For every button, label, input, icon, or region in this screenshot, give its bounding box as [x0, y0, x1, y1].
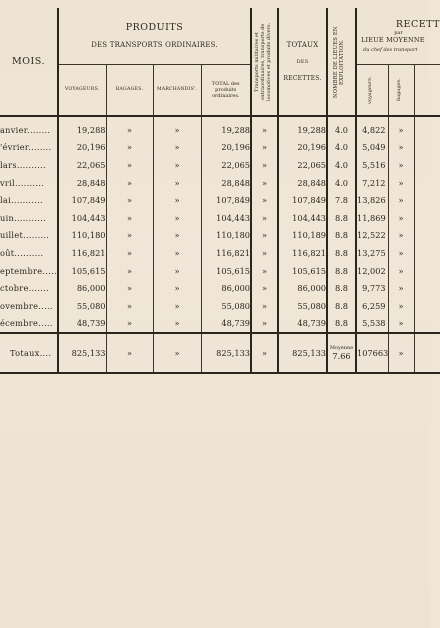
row-mois: écembre.....	[0, 318, 53, 329]
row-voyageurs: 20,196	[58, 139, 106, 157]
row-total: 104,443	[201, 209, 251, 227]
header-marchandises	[153, 64, 201, 116]
row-extra	[414, 297, 440, 315]
row-divers: »	[251, 297, 278, 315]
header-nombre-lieues	[327, 8, 356, 116]
row-extra	[414, 244, 440, 262]
header-totaux-line1: TOTAUX	[286, 41, 319, 49]
row-rec-bag: »	[388, 297, 414, 315]
row-bagages: »	[106, 116, 153, 139]
row-bagages: »	[106, 139, 153, 157]
row-extra	[414, 139, 440, 157]
table-row	[0, 139, 440, 157]
row-mois: vril..........	[0, 177, 45, 188]
row-bagages: »	[106, 315, 153, 334]
header-marchandises-label: MARCHANDIS'.	[156, 87, 198, 93]
header-recettes	[356, 8, 440, 64]
row-marchandises: »	[153, 315, 201, 334]
row-divers: »	[251, 174, 278, 192]
row-totaux: 107,849	[278, 191, 327, 209]
totals-rec-voy: 107663	[356, 333, 388, 373]
row-lieues: 8.8	[327, 244, 356, 262]
row-divers: »	[251, 227, 278, 245]
header-transports-divers	[251, 8, 278, 116]
row-mois: lai...........	[0, 195, 43, 206]
row-lieues: 4.0	[327, 156, 356, 174]
row-voyageurs: 22,065	[58, 156, 106, 174]
table-row	[0, 315, 440, 334]
row-divers: »	[251, 262, 278, 280]
row-rec-voy: 7,212	[356, 174, 388, 192]
header-recettes-title: RECETT	[395, 18, 440, 30]
row-totaux: 20,196	[278, 139, 327, 157]
row-marchandises: »	[153, 116, 201, 139]
row-voyageurs: 19,288	[58, 116, 106, 139]
row-divers: »	[251, 156, 278, 174]
row-marchandises: »	[153, 262, 201, 280]
row-lieues: 8.8	[327, 227, 356, 245]
table-row	[0, 191, 440, 209]
row-marchandises: »	[153, 227, 201, 245]
row-rec-voy: 5,049	[356, 139, 388, 157]
row-lieues: 8.8	[327, 262, 356, 280]
row-extra	[414, 315, 440, 334]
header-total-produits	[201, 64, 251, 116]
totals-marchandises: »	[153, 333, 201, 373]
header-recettes-voyageurs	[356, 64, 388, 116]
row-mois: oût..........	[0, 247, 44, 258]
row-bagages: »	[106, 279, 153, 297]
row-voyageurs: 105,615	[58, 262, 106, 280]
row-voyageurs: 48,739	[58, 315, 106, 334]
row-marchandises: »	[153, 156, 201, 174]
recettes-table	[0, 8, 440, 374]
table-row	[0, 279, 440, 297]
row-voyageurs: 107,849	[58, 191, 106, 209]
table-row	[0, 244, 440, 262]
header-total-produits-label: TOTAL des produits ordinaires.	[211, 80, 240, 99]
row-bagages: »	[106, 244, 153, 262]
header-recettes-chef: du chef des transport	[363, 46, 418, 53]
table-body	[0, 116, 440, 333]
totals-moyenne-label: Moyenne	[329, 345, 354, 352]
row-rec-bag: »	[388, 262, 414, 280]
totals-voyageurs: 825,133	[58, 333, 106, 373]
row-marchandises: »	[153, 297, 201, 315]
table-row	[0, 209, 440, 227]
table-row	[0, 262, 440, 280]
row-total: 86,000	[201, 279, 251, 297]
row-rec-bag: »	[388, 279, 414, 297]
row-marchandises: »	[153, 174, 201, 192]
row-lieues: 4.0	[327, 139, 356, 157]
row-lieues: 8.8	[327, 279, 356, 297]
row-voyageurs: 110,180	[58, 227, 106, 245]
row-rec-voy: 12,002	[356, 262, 388, 280]
table-row	[0, 297, 440, 315]
table-row	[0, 156, 440, 174]
row-lieues: 8.8	[327, 297, 356, 315]
row-rec-bag: »	[388, 116, 414, 139]
row-totaux: 86,000	[278, 279, 327, 297]
row-rec-bag: »	[388, 139, 414, 157]
row-total: 28,848	[201, 174, 251, 192]
totals-extra	[414, 333, 440, 373]
row-voyageurs: 86,000	[58, 279, 106, 297]
row-rec-voy: 5,516	[356, 156, 388, 174]
header-mois-label: MOIS.	[12, 56, 45, 67]
row-total: 116,821	[201, 244, 251, 262]
header-bagages	[106, 64, 153, 116]
row-rec-voy: 13,826	[356, 191, 388, 209]
row-totaux: 28,848	[278, 174, 327, 192]
row-total: 55,080	[201, 297, 251, 315]
row-mois: ovembre.....	[0, 300, 53, 311]
row-totaux: 110,189	[278, 227, 327, 245]
row-bagages: »	[106, 191, 153, 209]
row-totaux: 104,443	[278, 209, 327, 227]
row-rec-voy: 4,822	[356, 116, 388, 139]
header-produits-title: PRODUITS	[125, 22, 184, 34]
row-lieues: 7.8	[327, 191, 356, 209]
row-marchandises: »	[153, 139, 201, 157]
table-row	[0, 227, 440, 245]
totals-lieues	[327, 333, 356, 373]
row-bagages: »	[106, 156, 153, 174]
table-row	[0, 174, 440, 192]
row-rec-voy: 11,869	[356, 209, 388, 227]
totals-rec-bag: »	[388, 333, 414, 373]
row-extra	[414, 262, 440, 280]
row-extra	[414, 156, 440, 174]
row-mois: ctobre.......	[0, 283, 49, 294]
totals-lieues-value: 7.66	[332, 351, 351, 362]
header-recettes-extra	[414, 64, 440, 116]
header-totaux-line3: RECETTES.	[283, 75, 322, 82]
row-extra	[414, 174, 440, 192]
header-produits	[58, 8, 251, 64]
row-mois: uillet.........	[0, 230, 50, 241]
row-rec-bag: »	[388, 227, 414, 245]
row-bagages: »	[106, 174, 153, 192]
row-lieues: 4.0	[327, 174, 356, 192]
row-lieues: 8.8	[327, 315, 356, 334]
row-voyageurs: 104,443	[58, 209, 106, 227]
row-marchandises: »	[153, 191, 201, 209]
header-recettes-lieue: LIEUE MOYENNE	[361, 35, 425, 44]
row-mois: 'évrier........	[0, 142, 52, 153]
row-rec-bag: »	[388, 244, 414, 262]
row-marchandises: »	[153, 279, 201, 297]
row-rec-bag: »	[388, 174, 414, 192]
header-recettes-bagages	[388, 64, 414, 116]
totals-bagages: »	[106, 333, 153, 373]
header-voyageurs-label: VOYAGEURS.	[64, 87, 100, 93]
row-voyageurs: 28,848	[58, 174, 106, 192]
row-totaux: 19,288	[278, 116, 327, 139]
row-mois: eptembre.....	[0, 265, 57, 276]
row-total: 19,288	[201, 116, 251, 139]
row-divers: »	[251, 315, 278, 334]
header-bagages-label: BAGAGES.	[115, 87, 144, 93]
header-transports-divers-label: Transports militaires et extraordinaires, transports de locomotives et produits divers.	[253, 22, 272, 101]
row-extra	[414, 279, 440, 297]
row-rec-bag: »	[388, 191, 414, 209]
header-nombre-lieues-label: NOMBRE DE LIEUES EN EXPLOITATION.	[332, 25, 345, 98]
row-bagages: »	[106, 297, 153, 315]
row-rec-voy: 9,773	[356, 279, 388, 297]
header-mois	[0, 8, 58, 116]
row-marchandises: »	[153, 209, 201, 227]
header-produits-subtitle: DES TRANSPORTS ORDINAIRES.	[91, 41, 218, 50]
row-total: 22,065	[201, 156, 251, 174]
row-divers: »	[251, 244, 278, 262]
row-divers: »	[251, 139, 278, 157]
row-rec-voy: 12,522	[356, 227, 388, 245]
row-lieues: 8.8	[327, 209, 356, 227]
header-recettes-par: par	[394, 29, 403, 36]
row-rec-bag: »	[388, 315, 414, 334]
row-bagages: »	[106, 227, 153, 245]
row-mois: uin...........	[0, 212, 46, 223]
row-divers: »	[251, 209, 278, 227]
row-rec-voy: 13,275	[356, 244, 388, 262]
table-row	[0, 116, 440, 139]
row-totaux: 22,065	[278, 156, 327, 174]
row-divers: »	[251, 116, 278, 139]
row-totaux: 116,821	[278, 244, 327, 262]
row-rec-bag: »	[388, 156, 414, 174]
row-totaux: 105,615	[278, 262, 327, 280]
row-bagages: »	[106, 209, 153, 227]
row-total: 48,739	[201, 315, 251, 334]
header-recettes-voyageurs-label: voyageurs.	[367, 75, 374, 104]
row-divers: »	[251, 279, 278, 297]
row-total: 105,615	[201, 262, 251, 280]
totals-total: 825,133	[201, 333, 251, 373]
totals-row	[0, 333, 440, 373]
row-marchandises: »	[153, 244, 201, 262]
totals-totaux: 825,133	[278, 333, 327, 373]
header-voyageurs	[58, 64, 106, 116]
row-extra	[414, 116, 440, 139]
header-recettes-bagages-label: bagages.	[396, 78, 403, 102]
header-totaux-line2: DES	[296, 59, 309, 65]
row-divers: »	[251, 191, 278, 209]
row-mois: anvier........	[0, 124, 51, 135]
row-voyageurs: 55,080	[58, 297, 106, 315]
row-lieues: 4.0	[327, 116, 356, 139]
row-totaux: 55,080	[278, 297, 327, 315]
row-rec-voy: 6,259	[356, 297, 388, 315]
totals-divers: »	[251, 333, 278, 373]
row-extra	[414, 209, 440, 227]
row-total: 110,180	[201, 227, 251, 245]
row-total: 107,849	[201, 191, 251, 209]
row-rec-bag: »	[388, 209, 414, 227]
row-extra	[414, 191, 440, 209]
totals-label: Totaux....	[0, 333, 58, 373]
row-bagages: »	[106, 262, 153, 280]
row-rec-voy: 5,538	[356, 315, 388, 334]
row-extra	[414, 227, 440, 245]
header-totaux	[278, 8, 327, 116]
row-total: 20,196	[201, 139, 251, 157]
row-totaux: 48,739	[278, 315, 327, 334]
row-mois: lars..........	[0, 159, 46, 170]
row-voyageurs: 116,821	[58, 244, 106, 262]
